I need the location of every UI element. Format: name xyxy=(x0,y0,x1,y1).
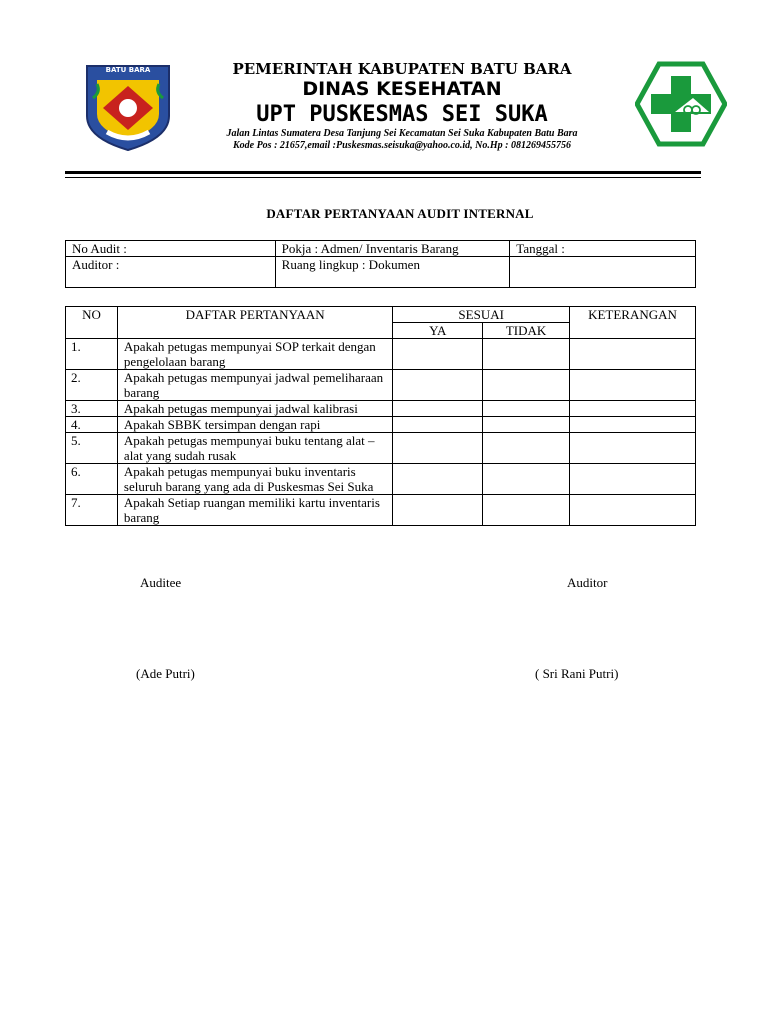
emblem-text: BATU BARA xyxy=(105,66,151,74)
header-tidak: TIDAK xyxy=(483,323,570,339)
ya-cell xyxy=(393,370,483,401)
audit-info-table xyxy=(65,240,696,288)
row-number: 1. xyxy=(66,339,118,370)
ya-cell xyxy=(393,495,483,526)
batu-bara-emblem-icon xyxy=(83,64,173,152)
header-ya: YA xyxy=(393,323,483,339)
pokja-cell: Pokja : Admen/ Inventaris Barang xyxy=(275,241,510,257)
header-rule-thick xyxy=(65,171,701,174)
keterangan-cell xyxy=(570,417,696,433)
ya-cell xyxy=(393,433,483,464)
row-question: Apakah petugas mempunyai jadwal pemeliharaan barang xyxy=(117,370,392,401)
tidak-cell xyxy=(483,370,570,401)
row-question: Apakah petugas mempunyai jadwal kalibrasi xyxy=(117,401,392,417)
ya-cell xyxy=(393,401,483,417)
keterangan-cell xyxy=(570,495,696,526)
ya-cell xyxy=(393,464,483,495)
row-number: 7. xyxy=(66,495,118,526)
header-contact: Kode Pos : 21657,email :Puskesmas.seisuka@yahoo.co.id, No.Hp : 081269455756 xyxy=(232,140,572,151)
header-rule-thin xyxy=(65,177,701,178)
auditor-label: Auditor xyxy=(567,575,608,590)
header-government: PEMERINTAH KABUPATEN BATU BARA xyxy=(232,60,572,78)
tidak-cell xyxy=(483,417,570,433)
tanggal-cell: Tanggal : xyxy=(510,241,696,257)
header-agency: DINAS KESEHATAN xyxy=(302,78,502,100)
row-number: 3. xyxy=(66,401,118,417)
tidak-cell xyxy=(483,433,570,464)
tidak-cell xyxy=(483,339,570,370)
header-keterangan: KETERANGAN xyxy=(570,307,696,339)
empty-cell xyxy=(510,257,696,288)
tidak-cell xyxy=(483,495,570,526)
table-row xyxy=(66,339,696,370)
table-row xyxy=(66,495,696,526)
header-no: NO xyxy=(66,307,118,339)
auditee-label: Auditee xyxy=(140,575,182,590)
table-row xyxy=(66,433,696,464)
row-question: Apakah petugas mempunyai buku inventaris seluruh barang yang ada di Puskesmas Sei Suka xyxy=(117,464,392,495)
header-sesuai: SESUAI xyxy=(393,307,570,323)
document-title: DAFTAR PERTANYAAN AUDIT INTERNAL xyxy=(266,206,534,221)
header-institution: UPT PUSKESMAS SEI SUKA xyxy=(256,102,548,127)
row-number: 2. xyxy=(66,370,118,401)
keterangan-cell xyxy=(570,433,696,464)
auditee-name: (Ade Putri) xyxy=(136,666,195,681)
no-audit-cell: No Audit : xyxy=(66,241,276,257)
table-row xyxy=(66,464,696,495)
row-question: Apakah Setiap ruangan memiliki kartu inventaris barang xyxy=(117,495,392,526)
auditor-cell: Auditor : xyxy=(66,257,276,288)
row-question: Apakah petugas mempunyai buku tentang alat – alat yang sudah rusak xyxy=(117,433,392,464)
table-row xyxy=(66,370,696,401)
tidak-cell xyxy=(483,401,570,417)
keterangan-cell xyxy=(570,339,696,370)
keterangan-cell xyxy=(570,401,696,417)
keterangan-cell xyxy=(570,464,696,495)
row-number: 6. xyxy=(66,464,118,495)
row-number: 4. xyxy=(66,417,118,433)
tidak-cell xyxy=(483,464,570,495)
keterangan-cell xyxy=(570,370,696,401)
table-row xyxy=(66,417,696,433)
row-number: 5. xyxy=(66,433,118,464)
row-question: Apakah SBBK tersimpan dengan rapi xyxy=(117,417,392,433)
auditor-name: ( Sri Rani Putri) xyxy=(535,666,619,681)
puskesmas-logo-icon xyxy=(635,60,727,148)
header-question: DAFTAR PERTANYAAN xyxy=(117,307,392,339)
ya-cell xyxy=(393,417,483,433)
table-row xyxy=(66,401,696,417)
row-question: Apakah petugas mempunyai SOP terkait dengan pengelolaan barang xyxy=(117,339,392,370)
header-address: Jalan Lintas Sumatera Desa Tanjung Sei Kecamatan Sei Suka Kabupaten Batu Bara xyxy=(226,128,578,139)
ya-cell xyxy=(393,339,483,370)
question-table xyxy=(65,306,696,526)
ruang-lingkup-cell: Ruang lingkup : Dokumen xyxy=(275,257,510,288)
